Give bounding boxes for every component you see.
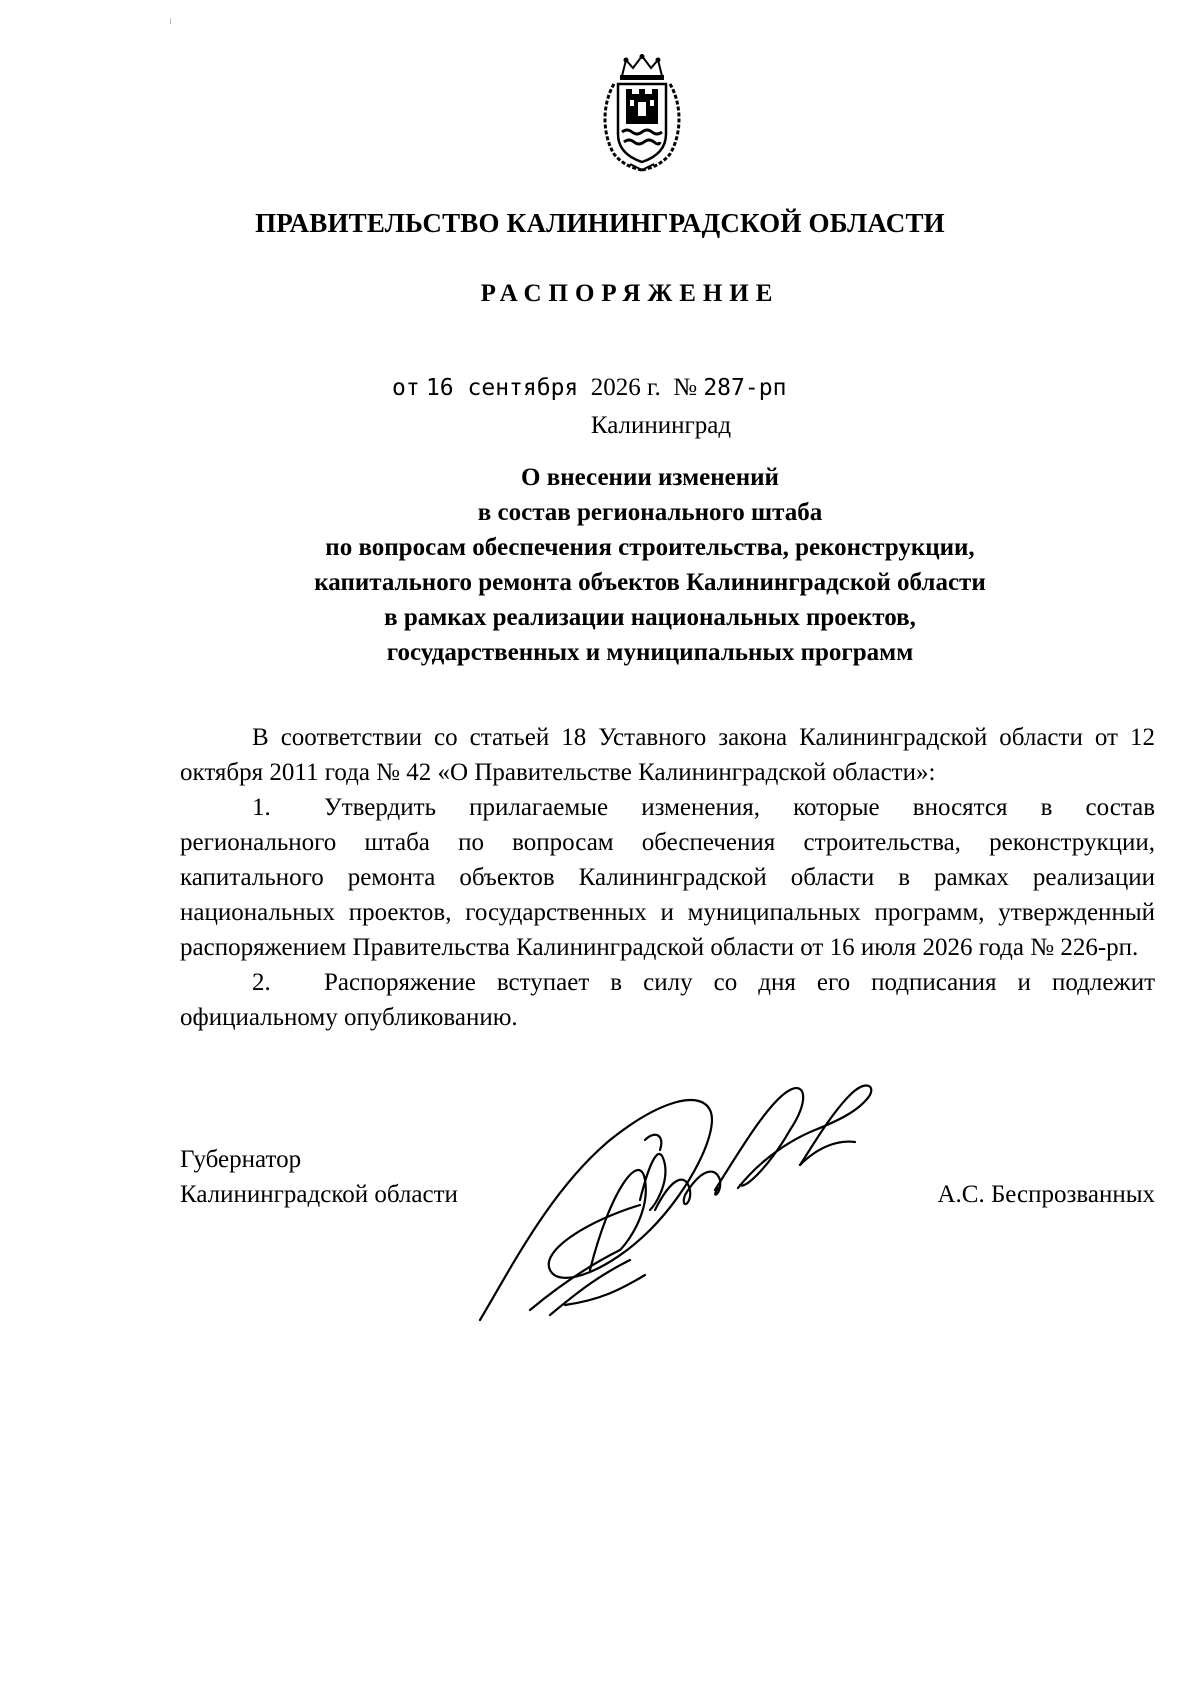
item-number: 2. [252,969,271,996]
subject-line: в состав регионального штаба [477,499,823,526]
order-item-2 [180,965,1155,1035]
signatory-name: А.С. Беспрозванных [937,1181,1155,1208]
subject-line: по вопросам обеспечения строительства, реконструкции, [325,534,975,561]
handwritten-signature-icon [470,1070,940,1350]
document-body [180,720,1155,1035]
subject-line: капитального ремонта объектов Калининградской области [314,569,986,596]
city-name: Калининград [590,412,732,439]
date-number-line [392,374,786,402]
item-text: Утвердить прилагаемые изменения, которые вносятся в состав регионального штаба по вопросам обеспечения строительства, реконструкции, капитального ремонта объектов Калининградской области в рамках реализации национальных проектов, государственных и муниципальных программ, утвержденный распоряжением Правительства Калининградской области от 16 июля 2026 года № 226-рп. [180,794,1155,961]
date-year: 2026 г. [590,374,661,401]
document-type-title: РАСПОРЯЖЕНИЕ [480,280,780,307]
number-sign: № [673,374,698,401]
preamble-paragraph: В соответствии со статьей 18 Уставного закона Калининградской области от 12 октября 2011 года № 42 «О Правительстве Калининградской области»: [180,724,1155,786]
coat-of-arms-icon [600,54,684,172]
subject-line: государственных и муниципальных программ [386,639,914,666]
document-number: 287-рп [703,375,787,401]
signatory-role [180,1142,458,1212]
item-text: Распоряжение вступает в силу со дня его подписания и подлежит официальному опубликованию. [180,969,1155,1031]
subject-line: О внесении изменений [521,464,779,491]
subject-line: в рамках реализации национальных проектов, [384,604,916,631]
government-title: ПРАВИТЕЛЬСТВО КАЛИНИНГРАДСКОЙ ОБЛАСТИ [255,208,945,238]
scan-margin-mark [170,18,171,24]
signatory-role-line: Калининградской области [180,1181,458,1208]
document-subject [100,460,1200,670]
order-item-1 [180,790,1155,965]
item-number: 1. [252,794,271,821]
signatory-role-line: Губернатор [180,1146,302,1173]
date-prefix: от [392,375,420,401]
date-day-month: 16 сентября [425,375,579,401]
